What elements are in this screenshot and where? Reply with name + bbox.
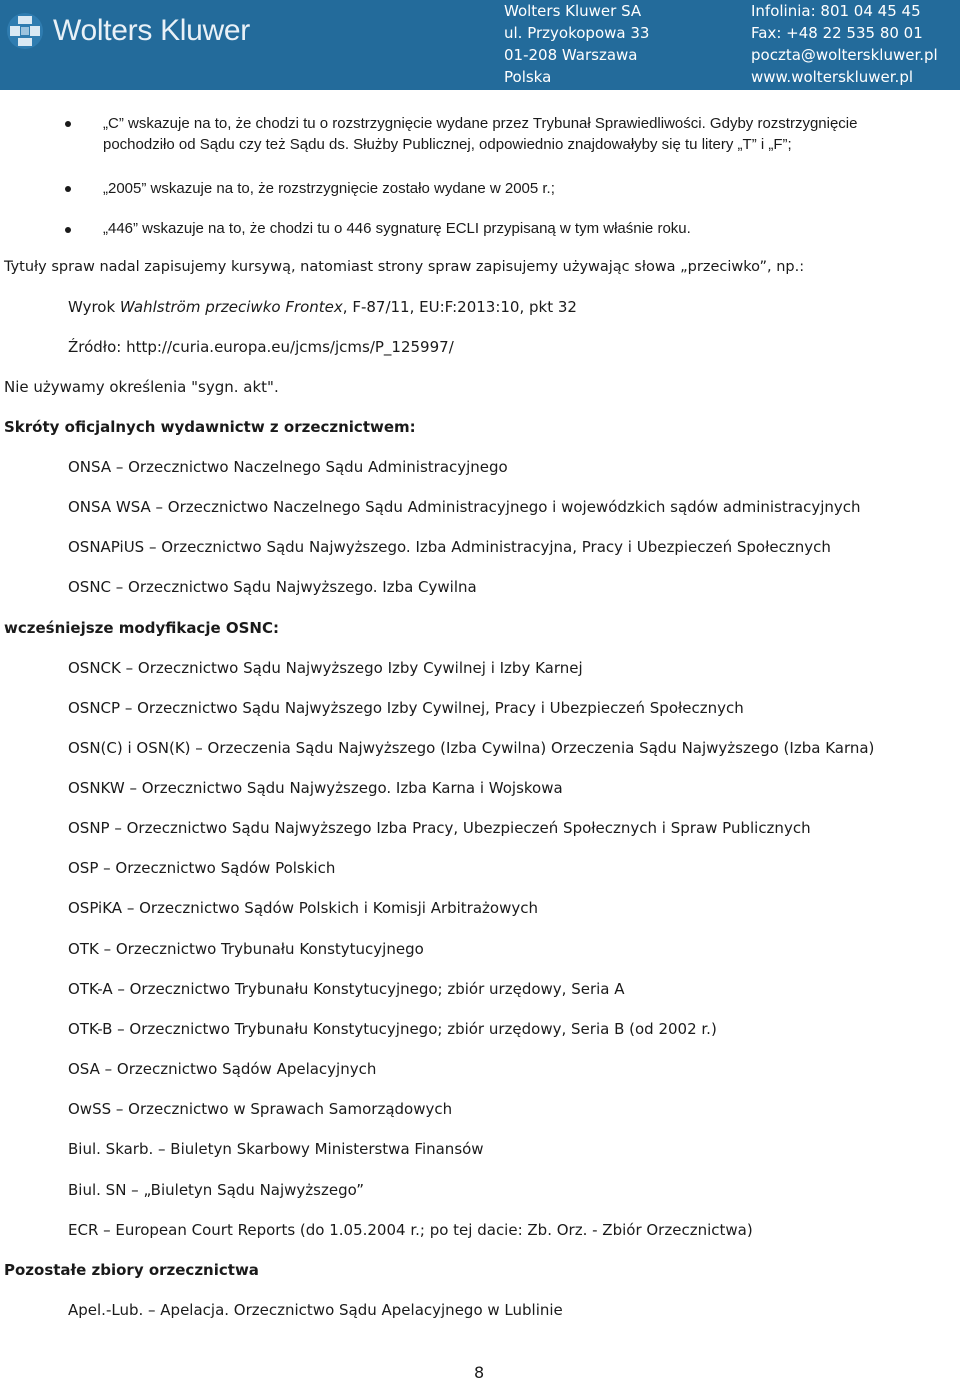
list-item: OSNKW – Orzecznictwo Sądu Najwyższego. Izba Karna i Wojskowa bbox=[68, 779, 563, 797]
list-item: Apel.-Lub. – Apelacja. Orzecznictwo Sądu Apelacyjnego w Lublinie bbox=[68, 1301, 563, 1319]
earlier-heading: wcześniejsze modyfikacje OSNC: bbox=[4, 619, 279, 637]
list-item: OSNC – Orzecznictwo Sądu Najwyższego. Izba Cywilna bbox=[68, 578, 477, 596]
wolters-kluwer-logo-icon bbox=[6, 12, 44, 50]
list-item: Biul. Skarb. – Biuletyn Skarbowy Ministerstwa Finansów bbox=[68, 1140, 484, 1158]
example-citation bbox=[68, 298, 577, 316]
letterhead bbox=[0, 0, 960, 90]
address-line: ul. Przyokopowa 33 bbox=[504, 24, 650, 42]
bullet-item-c-continuation: pochodziło od Sądu czy też Sądu ds. Służby Publicznej, odpowiednio znajdowałyby się tu litery „T” i „F”; bbox=[103, 136, 792, 153]
brand-name: Wolters Kluwer bbox=[53, 14, 250, 47]
other-heading: Pozostałe zbiory orzecznictwa bbox=[4, 1261, 259, 1279]
example-case-name: Wahlström przeciwko Frontex bbox=[119, 298, 343, 316]
website-link[interactable]: www.wolterskluwer.pl bbox=[751, 68, 914, 86]
list-item: OSA – Orzecznictwo Sądów Apelacyjnych bbox=[68, 1060, 377, 1078]
bullet-dot bbox=[65, 121, 71, 127]
page-number: 8 bbox=[474, 1363, 485, 1382]
list-item: OSPiKA – Orzecznictwo Sądów Polskich i Komisji Arbitrażowych bbox=[68, 899, 538, 917]
example-suffix: , F-87/11, EU:F:2013:10, pkt 32 bbox=[342, 298, 577, 316]
list-item: ONSA – Orzecznictwo Naczelnego Sądu Administracyjnego bbox=[68, 458, 508, 476]
list-item: OSN(C) i OSN(K) – Orzeczenia Sądu Najwyższego (Izba Cywilna) Orzeczenia Sądu Najwyższego (Izba Karna) bbox=[68, 739, 875, 757]
bullet-item-c: „C” wskazuje na to, że chodzi tu o rozstrzygnięcie wydane przez Trybunał Sprawiedliwości. Gdyby rozstrzygnięcie bbox=[103, 115, 858, 132]
list-item: OSNCK – Orzecznictwo Sądu Najwyższego Izby Cywilnej i Izby Karnej bbox=[68, 659, 583, 677]
list-item: Biul. SN – „Biuletyn Sądu Najwyższego” bbox=[68, 1181, 365, 1199]
list-item: OSP – Orzecznictwo Sądów Polskich bbox=[68, 859, 336, 877]
list-item: OSNCP – Orzecznictwo Sądu Najwyższego Izby Cywilnej, Pracy i Ubezpieczeń Społecznych bbox=[68, 699, 744, 717]
example-prefix: Wyrok bbox=[68, 298, 120, 316]
list-item: OTK-B – Orzecznictwo Trybunału Konstytucyjnego; zbiór urzędowy, Seria B (od 2002 r.) bbox=[68, 1020, 717, 1038]
email-link[interactable]: poczta@wolterskluwer.pl bbox=[751, 46, 938, 64]
titles-note: Tytuły spraw nadal zapisujemy kursywą, natomiast strony spraw zapisujemy używając słowa „przeciwko”, np.: bbox=[4, 259, 805, 275]
address-line: Wolters Kluwer SA bbox=[504, 2, 642, 20]
list-item: OSNAPiUS – Orzecznictwo Sądu Najwyższego. Izba Administracyjna, Pracy i Ubezpieczeń Społecznych bbox=[68, 538, 831, 556]
address-line: Polska bbox=[504, 68, 552, 86]
official-heading: Skróty oficjalnych wydawnictw z orzecznictwem: bbox=[4, 418, 416, 436]
bullet-item-number: „446” wskazuje na to, że chodzi tu o 446 sygnaturę ECLI przypisaną w tym właśnie roku. bbox=[103, 220, 691, 237]
bullet-item-year: „2005” wskazuje na to, że rozstrzygnięcie zostało wydane w 2005 r.; bbox=[103, 180, 555, 197]
bullet-dot bbox=[65, 227, 71, 233]
fax: Fax: +48 22 535 80 01 bbox=[751, 24, 923, 42]
hotline: Infolinia: 801 04 45 45 bbox=[751, 2, 921, 20]
company-address bbox=[504, 0, 649, 88]
list-item: ECR – European Court Reports (do 1.05.2004 r.; po tej dacie: Zb. Orz. - Zbiór Orzecznictwa) bbox=[68, 1221, 753, 1239]
list-item: OwSS – Orzecznictwo w Sprawach Samorządowych bbox=[68, 1100, 453, 1118]
list-item: ONSA WSA – Orzecznictwo Naczelnego Sądu Administracyjnego i wojewódzkich sądów administracyjnych bbox=[68, 498, 861, 516]
list-item: OTK – Orzecznictwo Trybunału Konstytucyjnego bbox=[68, 940, 424, 958]
sygn-note: Nie używamy określenia "sygn. akt". bbox=[4, 378, 279, 396]
list-item: OSNP – Orzecznictwo Sądu Najwyższego Izba Pracy, Ubezpieczeń Społecznych i Spraw Publicznych bbox=[68, 819, 811, 837]
list-item: OTK-A – Orzecznictwo Trybunału Konstytucyjnego; zbiór urzędowy, Seria A bbox=[68, 980, 625, 998]
address-line: 01-208 Warszawa bbox=[504, 46, 638, 64]
source-link[interactable]: Źródło: http://curia.europa.eu/jcms/jcms/P_125997/ bbox=[68, 338, 454, 356]
company-contact bbox=[751, 0, 938, 88]
bullet-dot bbox=[65, 186, 71, 192]
